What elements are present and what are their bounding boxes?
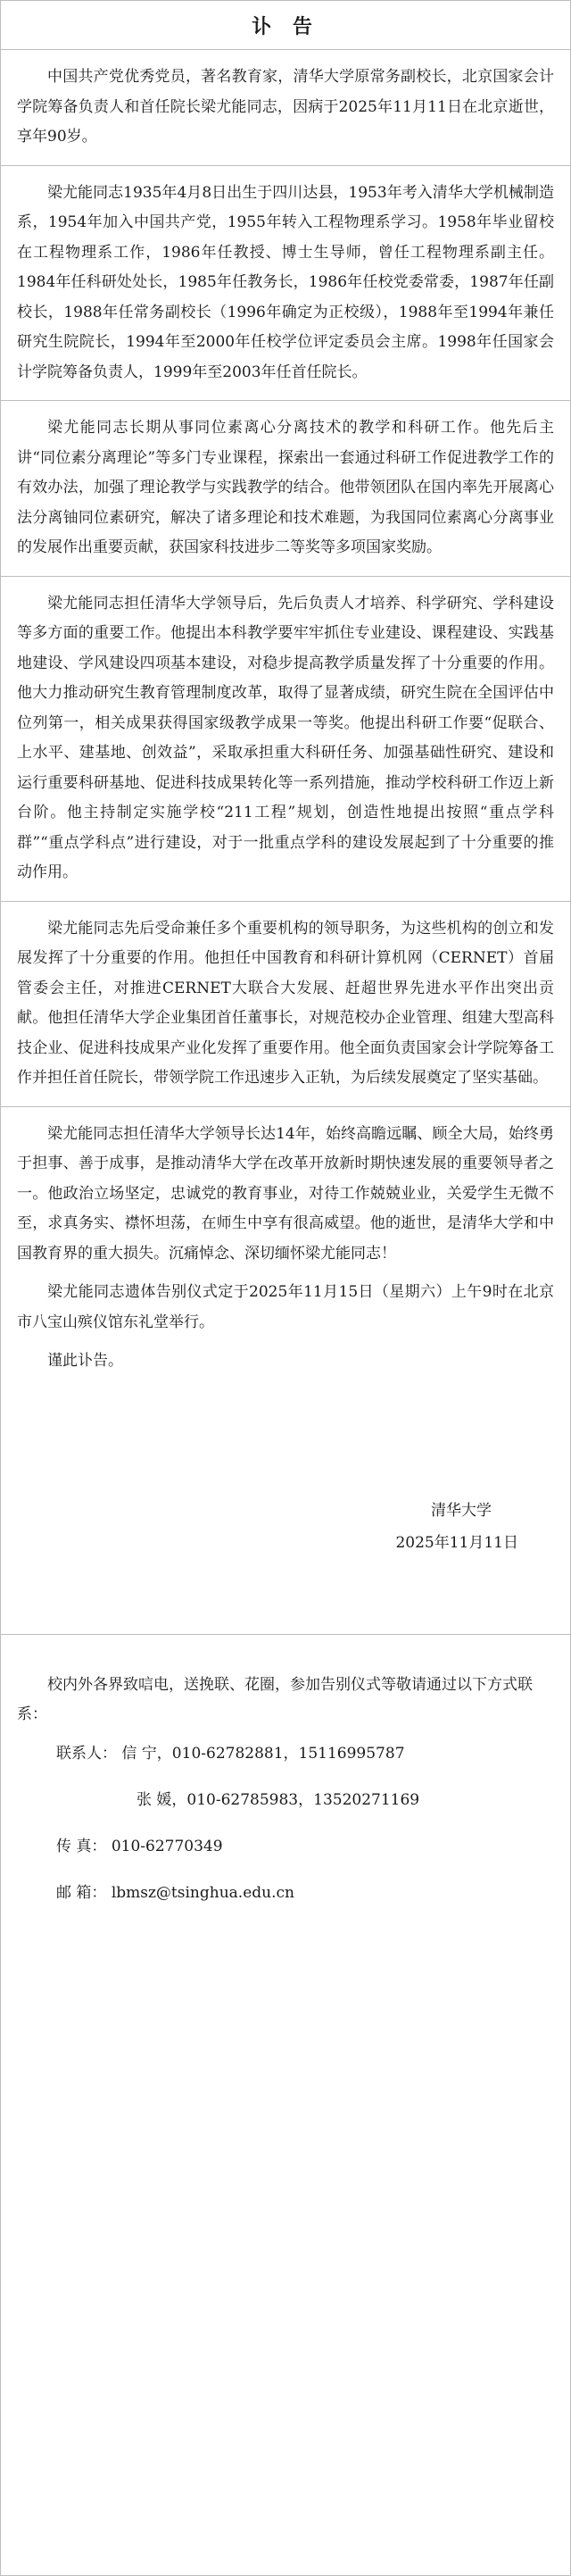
fax-line <box>17 1823 554 1870</box>
section-contact <box>1 1635 570 1929</box>
signature-date: 2025年11月11日 <box>395 1533 518 1552</box>
paragraph-ceremony: 梁尤能同志遗体告别仪式定于2025年11月15日（星期六）上午9时在北京市八宝山殡仪馆东礼堂举行。 <box>17 1283 554 1331</box>
email-label: 邮 箱： <box>56 1883 107 1902</box>
paragraph-tribute: 梁尤能同志担任清华大学领导长达14年，始终高瞻远瞩、顾全大局，始终勇于担事、善于成事，是推动清华大学在改革开放新时期快速发展的重要领导者之一。他政治立场坚定，忠诚党的教育事业，对待工作兢兢业业，关爱学生无微不至，求真务实、襟怀坦荡，在师生中享有很高威望。他的逝世，是清华大学和中国教育界的重大损失。沉痛悼念、深切缅怀梁尤能同志！ <box>17 1124 554 1263</box>
fax-value: 010-62770349 <box>111 1837 223 1855</box>
section-institutions <box>1 902 570 1107</box>
paragraph-institutions: 梁尤能同志先后受命兼任多个重要机构的领导职务，为这些机构的创立和发展发挥了十分重要的作用。他担任中国教育和科研计算机网（CERNET）首届管委会主任，对推进CERNET大联合大发展、赶超世界先进水平作出突出贡献。他担任清华大学企业集团首任董事长，对规范校办企业管理、组建大型高科技企业、促进科技成果产业化发挥了重要作用。他全面负责国家会计学院筹备工作并担任首任院长，带领学院工作迅速步入正轨，为后续发展奠定了坚实基础。 <box>17 919 554 1087</box>
contact-person-1 <box>17 1730 554 1777</box>
paragraph-announcement: 中国共产党优秀党员，著名教育家，清华大学原常务副校长，北京国家会计学院筹备负责人和首任院长梁尤能同志，因病于2025年11月11日在北京逝世，享年90岁。 <box>17 68 554 146</box>
paragraph-leadership: 梁尤能同志担任清华大学领导后，先后负责人才培养、科学研究、学科建设等多方面的重要工作。他提出本科教学要牢牢抓住专业建设、课程建设、实践基地建设、学风建设四项基本建设，对稳步提高教学质量发挥了十分重要的作用。他大力推动研究生教育管理制度改革，取得了显著成绩，研究生院在全国评估中位列第一，相关成果获得国家级教学成果一等奖。他提出科研工作要“促联合、上水平、建基地、创效益”，采取承担重大科研任务、加强基础性研究、建设和运行重要科研基地、促进科技成果转化等一系列措施，推动学校科研工作迈上新台阶。他主持制定实施学校“211工程”规划，创造性地提出按照“重点学科群”“重点学科点”进行建设，对于一批重点学科的建设发展起到了十分重要的推动作用。 <box>17 594 554 881</box>
section-closing <box>1 1107 570 1635</box>
title-row <box>1 1 570 50</box>
email-value[interactable]: lbmsz@tsinghua.edu.cn <box>111 1883 294 1902</box>
paragraph-notice: 谨此讣告。 <box>47 1352 123 1370</box>
contact-person-2 <box>17 1777 554 1823</box>
section-leadership <box>1 577 570 902</box>
contact-intro: 校内外各界致唁电，送挽联、花圈，参加告别仪式等敬请通过以下方式联系： <box>17 1675 533 1723</box>
section-announcement <box>1 50 570 166</box>
contacts-label: 联系人： <box>56 1744 117 1763</box>
contact-person-2-value: 张 媛，010-62785983，13520271169 <box>137 1790 420 1809</box>
paragraph-research: 梁尤能同志长期从事同位素离心分离技术的教学和科研工作。他先后主讲“同位素分离理论”等多门专业课程，探索出一套通过科研工作促进教学工作的有效办法，加强了理论教学与实践教学的结合。他带领团队在国内率先开展离心法分离铀同位素研究，解决了诸多理论和技术难题，为我国同位素离心分离事业的发展作出重要贡献，获国家科技进步二等奖等多项国家奖励。 <box>17 419 554 556</box>
page-title: 讣 告 <box>252 14 319 38</box>
fax-label: 传 真： <box>56 1837 107 1855</box>
signature-organization: 清华大学 <box>431 1501 492 1520</box>
paragraph-biography: 梁尤能同志1935年4月8日出生于四川达县，1953年考入清华大学机械制造系，1954年加入中国共产党，1955年转入工程物理系学习。1958年毕业留校在工程物理系工作，1986年任教授、博士生导师，曾任工程物理系副主任。1984年任科研处处长，1985年任教务长，1986年任校党委常委，1987年任副校长，1988年任常务副校长（1996年确定为正校级），1988年至1994年兼任研究生院院长，1994年至2000年任校学位评定委员会主席。1998年任国家会计学院筹备负责人，1999年至2003年任首任院长。 <box>17 183 554 381</box>
section-biography <box>1 166 570 402</box>
email-line <box>17 1870 554 1916</box>
section-research <box>1 401 570 577</box>
contact-person-1-value: 信 宁，010-62782881，15116995787 <box>121 1744 405 1763</box>
